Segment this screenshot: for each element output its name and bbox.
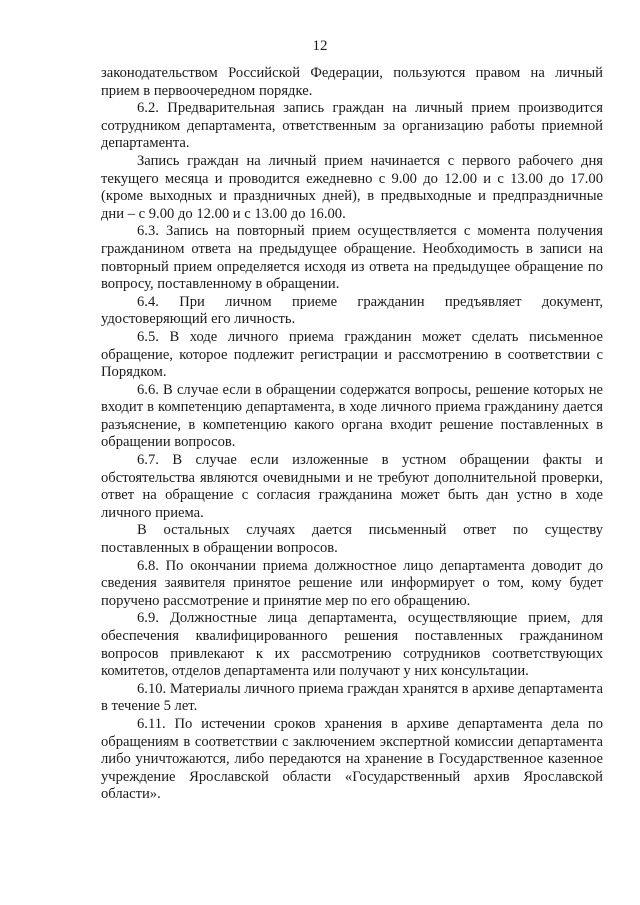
paragraph-6-2-schedule: Запись граждан на личный прием начинается с первого рабочего дня текущего месяца и проводится ежедневно с 9.00 до 12.00 и с 13.00 до 17.00 (кроме выходных и праздничных дней), в предвыходные и предпраздничные дни – с 9.00 до 12.00 и с 13.00 до 16.00. [101,152,603,222]
paragraph-6-10: 6.10. Материалы личного приема граждан хранятся в архиве департамента в течение 5 лет. [101,680,603,715]
page-number: 12 [312,38,328,54]
paragraph-6-7-other-cases: В остальных случаях дается письменный ответ по существу поставленных в обращении вопросов. [101,522,603,557]
document-body [101,65,603,804]
paragraph-6-3: 6.3. Запись на повторный прием осуществляется с момента получения гражданином ответа на предыдущее обращение. Необходимость в записи на повторный прием определяется исходя из ответа на предыдущее обращение по вопросу, поставленному в обращении. [101,223,603,293]
paragraph-6-7: 6.7. В случае если изложенные в устном обращении факты и обстоятельства являются очевидными и не требуют дополнительной проверки, ответ на обращение с согласия гражданина может быть дан устно в ходе личного приема. [101,452,603,521]
paragraph-continuation: законодательством Российской Федерации, пользуются правом на личный прием в первоочередном порядке. [101,65,603,99]
paragraph-6-2: 6.2. Предварительная запись граждан на личный прием производится сотрудником департамента, ответственным за организацию работы приемной департамента. [101,100,603,152]
paragraph-6-5: 6.5. В ходе личного приема гражданин может сделать письменное обращение, которое подлежит регистрации и рассмотрению в соответствии с Порядком. [101,328,603,381]
paragraph-6-8: 6.8. По окончании приема должностное лицо департамента доводит до сведения заявителя принятое решение или информирует о том, кому будет поручено рассмотрение и принятие мер по его обращению. [101,557,603,609]
paragraph-6-4: 6.4. При личном приеме гражданин предъявляет документ, удостоверяющий его личность. [101,293,603,328]
paragraph-6-6: 6.6. В случае если в обращении содержатся вопросы, решение которых не входит в компетенцию департамента, в ходе личного приема гражданину дается разъяснение, в компетенцию какого органа входит решение поставленных в обращении вопросов. [101,381,603,451]
paragraph-6-11: 6.11. По истечении сроков хранения в архиве департамента дела по обращениям в соответствии с заключением экспертной комиссии департамента либо уничтожаются, либо передаются на хранение в Государственное казенное учреждение Ярославской области «Государственный архив Ярославской области». [101,715,603,803]
paragraph-6-9: 6.9. Должностные лица департамента, осуществляющие прием, для обеспечения квалифицированного решения поставленных гражданином вопросов привлекают к их рассмотрению сотрудников соответствующих комитетов, отделов департамента или получают у них консультации. [101,610,603,680]
